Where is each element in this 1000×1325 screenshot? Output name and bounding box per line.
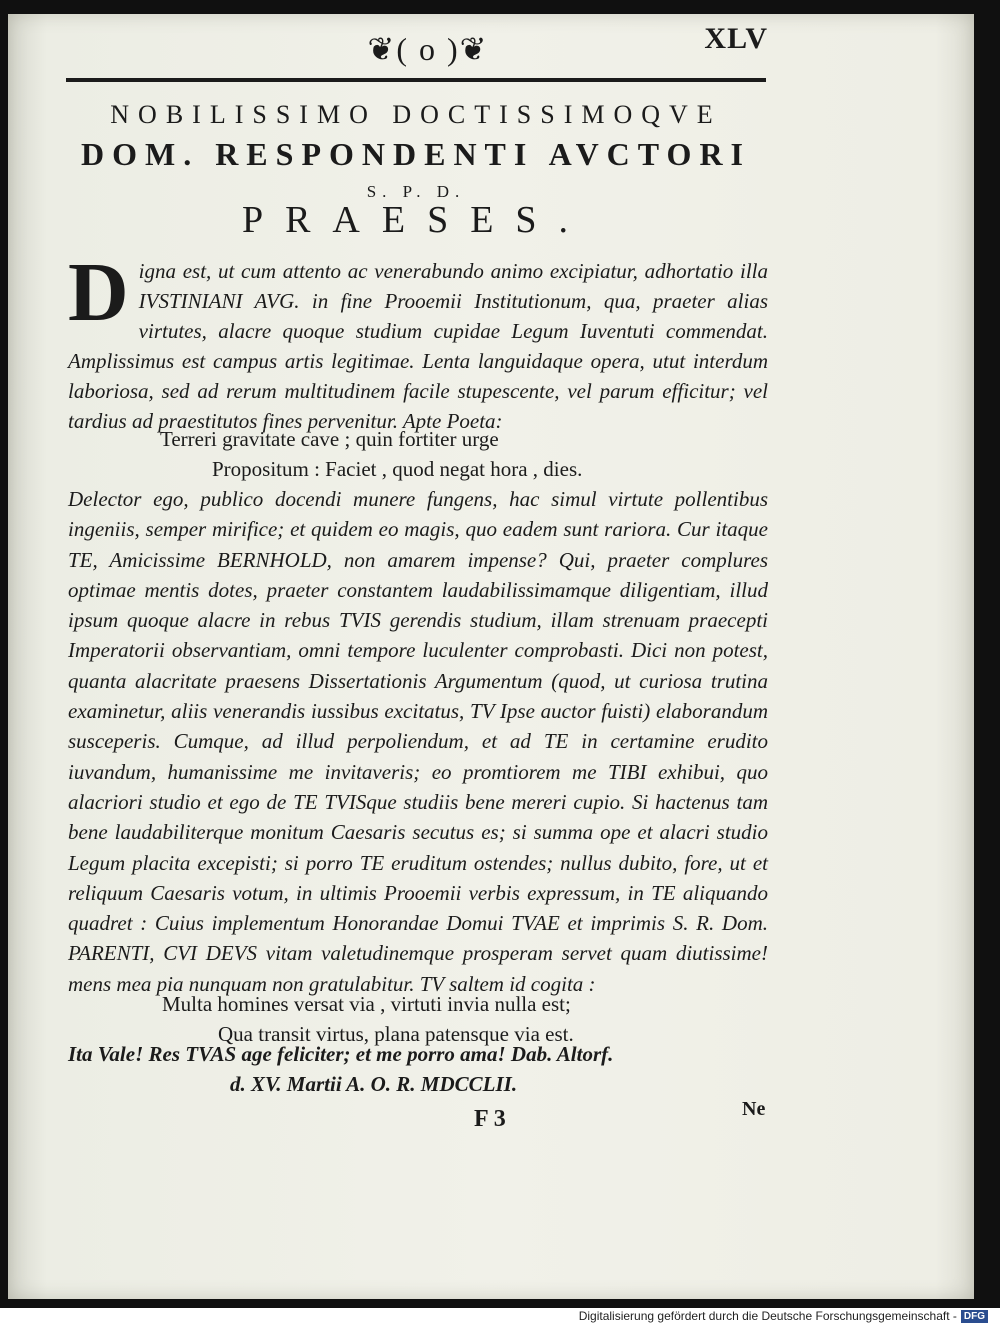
digitization-footer bbox=[579, 1308, 988, 1325]
signature-mark: F 3 bbox=[474, 1106, 506, 1132]
page-number: XLV bbox=[704, 22, 768, 55]
drop-cap: D bbox=[68, 246, 129, 339]
closing bbox=[68, 1039, 768, 1099]
salutation-line-1: NOBILISSIMO DOCTISSIMOQVE bbox=[110, 100, 722, 129]
verse-1-line-1: Terreri gravitate cave ; quin fortiter urge bbox=[160, 427, 499, 451]
catchword: Ne bbox=[742, 1098, 766, 1120]
paragraph-2: Delector ego, publico docendi munere fungens, hac simul virtute pollentibus ingeniis, semper mirifice; et quidem eo magis, quo eadem sunt rariora. Cur itaque TE, Amicissime BERNHOLD, non amarem impense? Qui, praeter complures optimae mentis dotes, praeter constantem laudabilissimamque diligentiam, illud ipsum quoque alacre in rebus TVIS gerendis studium, illam strenuam praecepti Imperatorii observantiam, omni tempore luculenter comprobasti. Dici non potest, quanta alacritate praesens Dissertationis Argumentum (quod, ut curiosa trutina examinetur, aliis venerandis iussibus excitatus, TV Ipse auctor fuisti) elaborandum susceperis. Cumque, ad illud perpoliendum, et ad TE in certamine erudito iuvandum, humanissime me invitaveris; eo promtiorem me TIBI exhibui, quo alacriori studio et ego de TE TVISque studiis bene mereri cupio. Si hactenus tam bene laudabiliterque monitum Caesaris secutus es; si summa ope et alacri studio Legum placita excepisti; si porro TE eruditum ostendes; nullus dubito, fore, ut et reliquum Caesaris votum, in ultimis Prooemii verbis expressum, in TE aliquando quadret : Cuius implementum Honorandae Domui TVAE et imprimis S. R. Dom. PARENTI, CVI DEVS vitam valetudinemque prosperam servet quam diutissime! mens mea pia nunquam non gratulabitur. TV saltem id cogita : bbox=[68, 487, 768, 996]
paragraph-1 bbox=[68, 246, 768, 436]
verse-2-line-2: Qua transit virtus, plana patensque via est. bbox=[218, 1022, 574, 1046]
verse-1 bbox=[68, 424, 768, 484]
paragraph-1-text: igna est, ut cum attento ac venerabundo animo excipiatur, adhortatio illa IVSTINIANI AVG. in fine Prooemii Institutionum, qua, praeter alias virtutes, alacre quoque studium cupidae Legum Iuventuti commendat. Amplissimus est campus artis legitimae. Lenta languidaque opera, utut interdum laboriosa, sed ad rerum multitudinem facile stupescente, vel parum efficitur; vel tardius ad praestitutos fines pervenitur. Apte Poeta: bbox=[68, 259, 768, 433]
verse-1-line-2: Propositum : Faciet , quod negat hora , dies. bbox=[212, 457, 583, 481]
salutation-line-3: S. P. D. bbox=[366, 182, 466, 201]
verse-2-line-1: Multa homines versat via , virtuti invia nulla est; bbox=[162, 992, 571, 1016]
page-content bbox=[8, 14, 974, 1299]
book-page bbox=[8, 14, 974, 1299]
faded-library-stamp bbox=[58, 1126, 138, 1148]
dfg-logo-icon: DFG bbox=[961, 1310, 988, 1323]
header-rule bbox=[66, 78, 766, 82]
header-ornament: ❦( o )❦ bbox=[367, 31, 489, 67]
closing-line-1: Ita Vale! Res TVAS age feliciter; et me porro ama! Dab. Altorf. bbox=[68, 1042, 614, 1066]
salutation-line-2: DOM. RESPONDENTI AVCTORI bbox=[80, 136, 751, 172]
salutation-line-4: PRAESES. bbox=[241, 199, 591, 241]
footer-text: Digitalisierung gefördert durch die Deutsche Forschungsgemeinschaft - bbox=[578, 1309, 957, 1323]
closing-date: d. XV. Martii A. O. R. MDCCLII. bbox=[230, 1072, 518, 1096]
